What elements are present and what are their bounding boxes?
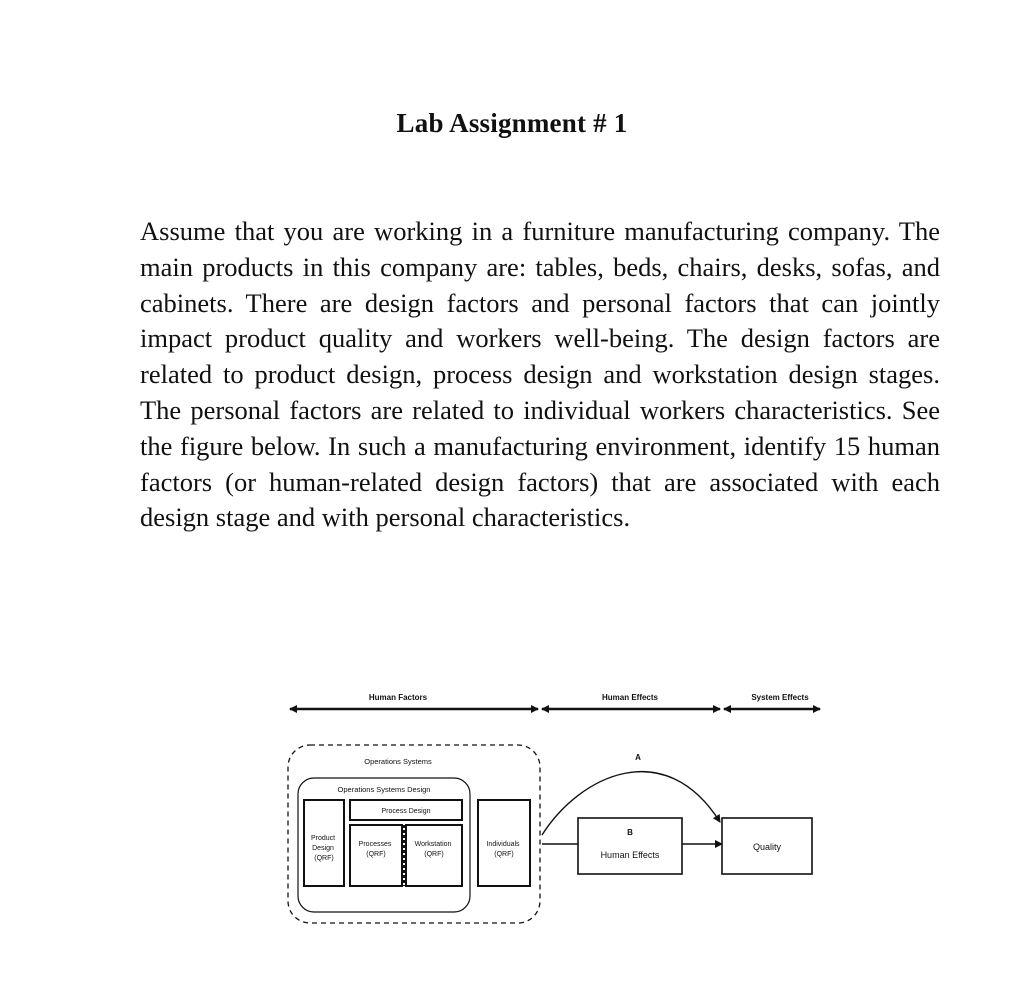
individuals-label [486, 841, 521, 858]
human-effects-label: Human Effects [600, 850, 660, 860]
page-title: Lab Assignment # 1 [396, 108, 628, 138]
header-human-effects: Human Effects [601, 693, 659, 702]
human-factors-diagram [280, 680, 840, 930]
path-b-label: B [627, 828, 633, 837]
human-effects-box [578, 818, 682, 874]
path-a-label: A [635, 753, 641, 762]
individuals-line-2: (QRF) [494, 851, 514, 858]
quality-label: Quality [752, 842, 782, 852]
header-system-effects: System Effects [751, 693, 809, 702]
operations-systems-boundary [288, 745, 540, 923]
operations-systems-label: Operations Systems [364, 757, 432, 766]
header-human-factors: Human Factors [368, 693, 428, 702]
product-design-line-1: Product [310, 835, 336, 842]
product-design-box [304, 800, 344, 886]
assignment-paragraph: Assume that you are working in a furniture manufacturing company. The main products in this company are: tables, beds, chairs, desks, sofas, and cabinets. There are design factors and personal factors that can jointly impact product quality and workers well-being. The design factors are related to product design, process design and workstation design stages. The personal factors are related to individual workers characteristics. See the figure below. In such a manufacturing environment, identify 15 human factors (or human-related design factors) that are associated with each design stage and with personal characteristics. [140, 216, 940, 533]
diagram-svg [280, 680, 840, 930]
product-design-line-2: Design [312, 845, 334, 852]
operations-systems-design-label: Operations Systems Design [337, 785, 431, 794]
processes-line-1: Processes [358, 841, 392, 848]
workstation-line-2: (QRF) [424, 851, 444, 858]
workstation-line-1: Workstation [414, 841, 452, 848]
process-design-label: Process Design [381, 808, 431, 815]
processes-line-2: (QRF) [366, 851, 386, 858]
path-a-arc [542, 772, 720, 835]
workstation-label [415, 841, 454, 858]
product-design-line-3: (QRF) [314, 855, 334, 862]
individuals-line-1: Individuals [486, 841, 520, 848]
processes-label [359, 841, 394, 858]
product-design-label [311, 835, 337, 862]
